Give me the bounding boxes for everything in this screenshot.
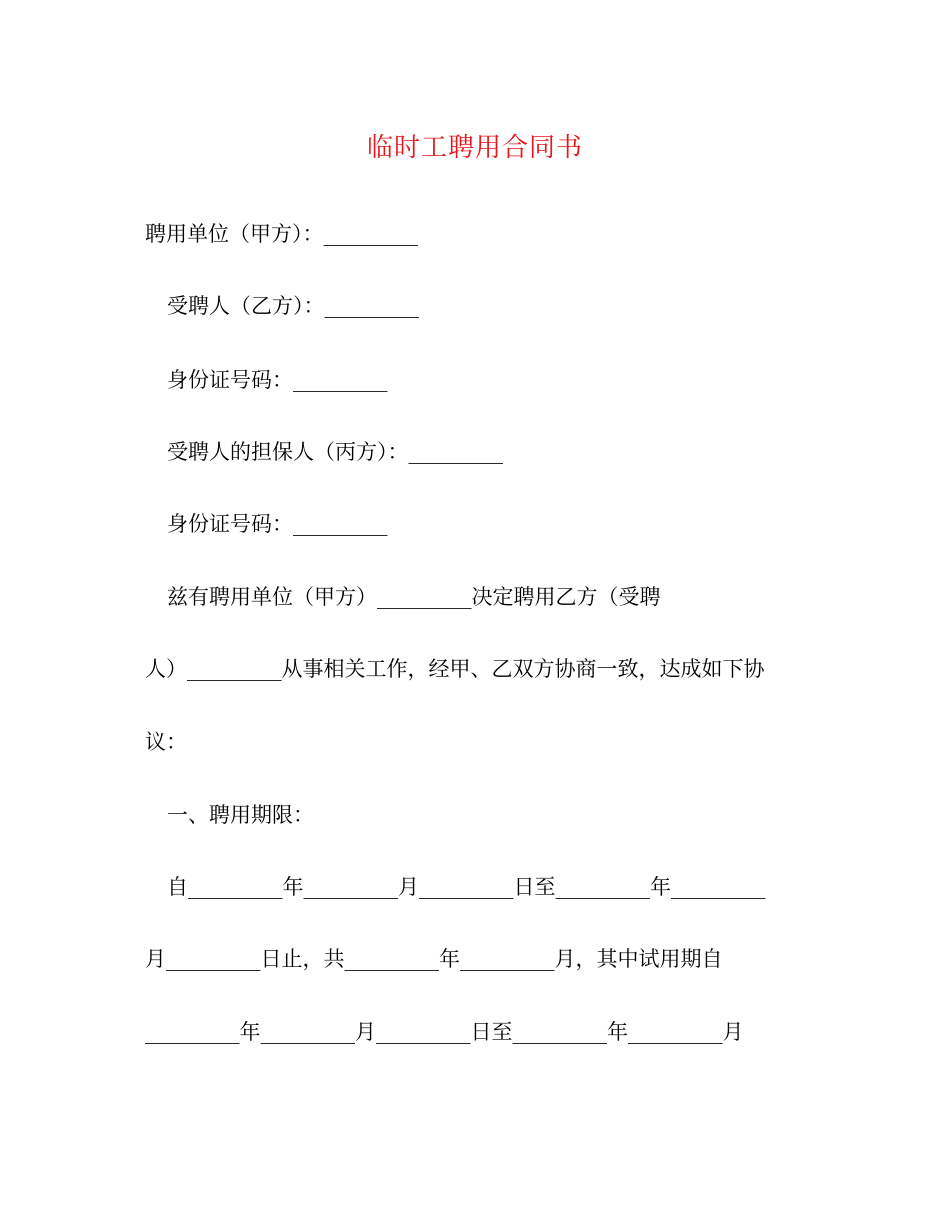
term-line-1: 自_________年_________月_________日至_________年_________ [167,875,766,899]
section-heading-term: 一、聘用期限： [167,803,314,827]
preamble-line-3: 议： [145,730,187,754]
employee-id-line: 身份证号码：_________ [167,368,388,392]
preamble-line-1: 兹有聘用单位（甲方）_________决定聘用乙方（受聘 [167,585,661,609]
preamble-line-2: 人）_________从事相关工作，经甲、乙双方协商一致，达成如下协 [145,657,765,681]
guarantor-line: 受聘人的担保人（丙方）：_________ [167,440,503,464]
employee-line: 受聘人（乙方）：_________ [167,294,419,318]
term-line-3: _________年_________月_________日至_________年_________月 [145,1020,744,1044]
term-line-2: 月_________日止，共_________年_________月，其中试用期自 [145,947,723,971]
document-title: 临时工聘用合同书 [366,133,583,163]
guarantor-id-line: 身份证号码：_________ [167,512,388,536]
employer-line: 聘用单位（甲方）：_________ [145,222,418,246]
